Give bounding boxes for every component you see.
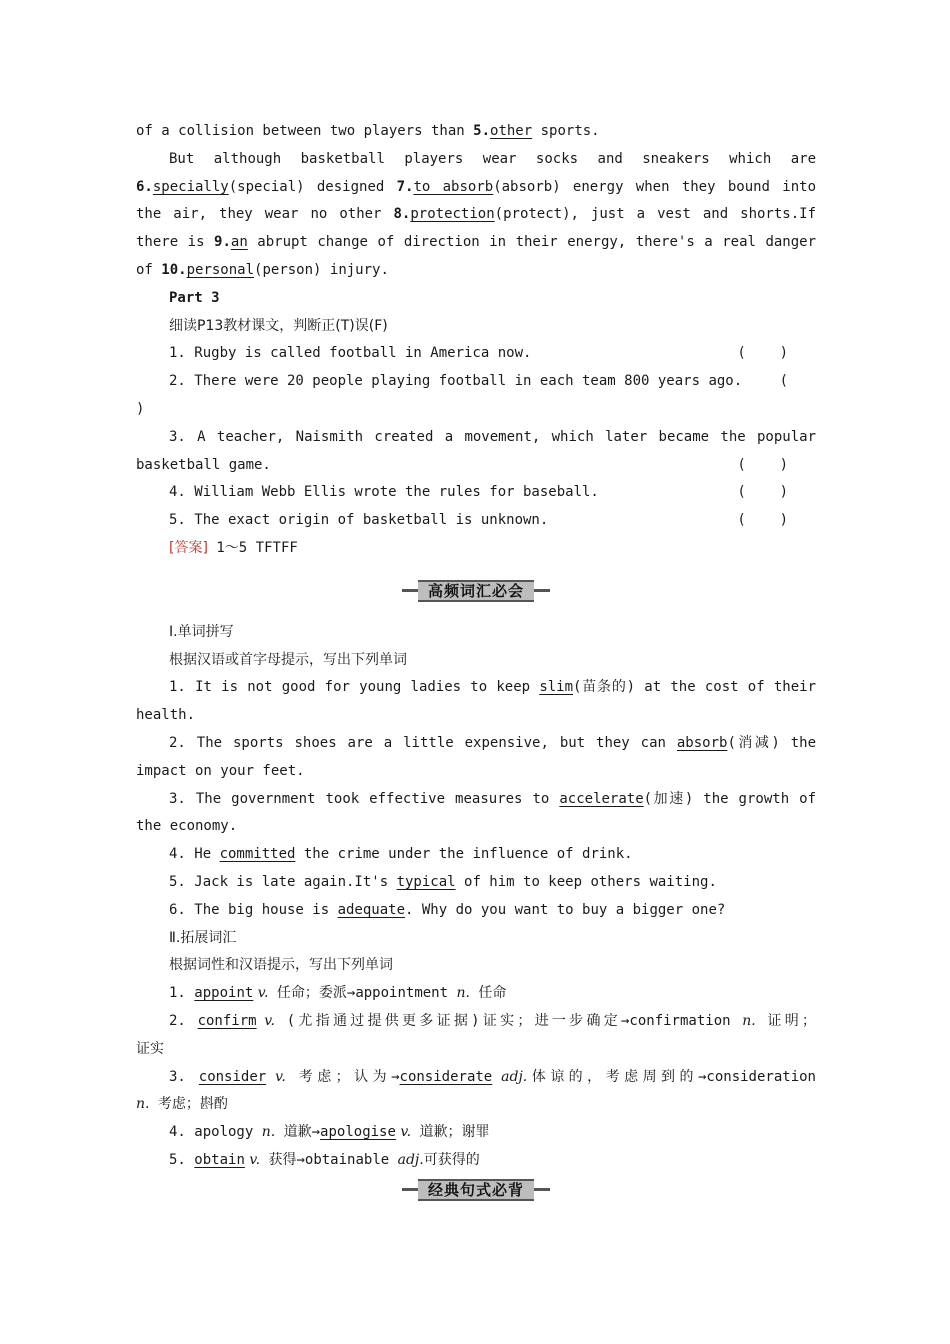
tf-question-3-cont: basketball game. ( ) <box>136 452 816 480</box>
banner-line-right <box>534 1188 550 1191</box>
answer-7: to absorb <box>413 178 494 195</box>
extension-item-2-cont: 证实 <box>136 1040 164 1057</box>
banner-line-left <box>402 1188 418 1191</box>
vocab-sub1-instruction: 根据汉语或首字母提示，写出下列单词 <box>169 651 407 668</box>
extension-item-1: 1. appoint v. 任命；委派→appointment n. 任命 <box>169 985 507 1002</box>
part3-title: Part 3 <box>169 289 220 306</box>
passage-line-4: the air, they wear no other 8.protection(protect), just a vest and shorts.If <box>136 206 816 223</box>
spelling-item-6: 6. The big house is adequate. Why do you want to buy a bigger one? <box>169 901 726 918</box>
extension-item-5: 5. obtain v. 获得→obtainable adj.可获得的 <box>169 1151 480 1168</box>
vocab-sub2-title: Ⅱ.拓展词汇 <box>169 929 237 946</box>
section-banner-sentences <box>136 1175 816 1205</box>
passage-line-3: 6.specially(special) designed 7.to absorb(absorb) energy when they bound into <box>136 178 816 195</box>
answer-8: protection <box>410 206 495 223</box>
passage-line-2: But although basketball players wear socks and sneakers which are <box>169 150 816 167</box>
vocab-sub1-title: Ⅰ.单词拼写 <box>169 623 234 640</box>
answer-blank: ( ) <box>737 345 788 362</box>
answer-key: [答案] 1～5 TFTFF <box>169 539 298 556</box>
spelling-item-5: 5. Jack is late again.It's typical of him to keep others waiting. <box>169 873 717 890</box>
banner-title: 高频词汇必会 <box>418 580 534 602</box>
passage-line-1: of a collision between two players than 5.other sports. <box>136 123 600 139</box>
answer-5: other <box>490 123 533 139</box>
spelling-item-2-cont: impact on your feet. <box>136 762 305 779</box>
tf-question-4: 4. William Webb Ellis wrote the rules for baseball. ( ) <box>136 479 816 507</box>
document-page <box>136 118 816 1205</box>
banner-line-right <box>534 589 550 592</box>
extension-item-3-cont: n. 考虑；斟酌 <box>136 1096 228 1113</box>
extension-item-3: 3. consider v. 考虑；认为→considerate adj.体谅的，考虑周到的→consideration <box>169 1068 816 1085</box>
tf-question-2: 2. There were 20 people playing football in each team 800 years ago. ( <box>136 368 816 396</box>
answer-blank-open: ( <box>779 373 788 390</box>
extension-item-2: 2. confirm v. (尤指通过提供更多证据)证实；进一步确定→confirmation n. 证明； <box>169 1012 816 1029</box>
spelling-item-2: 2. The sports shoes are a little expensive, but they can absorb(消减) the <box>169 734 816 751</box>
section-banner-vocab <box>136 563 816 619</box>
spelling-item-1-cont: health. <box>136 707 196 724</box>
part3-instruction: 细读P13教材课文，判断正(T)误(F) <box>169 317 388 334</box>
tf-question-5: 5. The exact origin of basketball is unknown. ( ) <box>136 507 816 535</box>
vocab-sub2-instruction: 根据词性和汉语提示，写出下列单词 <box>169 957 393 974</box>
extension-item-4: 4. apology n. 道歉→apologise v. 道歉；谢罪 <box>169 1124 490 1141</box>
tf-question-3: 3. A teacher, Naismith created a movement, which later became the popular <box>169 428 816 445</box>
answer-label: [答案] <box>169 539 208 556</box>
answer-10: personal <box>186 261 255 278</box>
answer-blank: ( ) <box>737 484 788 501</box>
spelling-item-1: 1. It is not good for young ladies to keep slim(苗条的) at the cost of their <box>169 679 816 696</box>
spelling-item-4: 4. He committed the crime under the influence of drink. <box>169 846 633 863</box>
answer-6: specially <box>152 178 229 195</box>
spelling-item-3-cont: the economy. <box>136 818 238 835</box>
answer-blank: ( ) <box>737 512 788 529</box>
answer-blank: ( ) <box>737 456 788 473</box>
tf-question-2-close: ) <box>136 400 145 417</box>
answer-9: an <box>230 234 248 251</box>
passage-line-5: there is 9.an abrupt change of direction in their energy, there's a real danger <box>136 234 816 251</box>
spelling-item-3: 3. The government took effective measures to accelerate(加速) the growth of <box>169 790 816 807</box>
banner-title: 经典句式必背 <box>418 1179 534 1201</box>
passage-line-6: of 10.personal(person) injury. <box>136 261 389 278</box>
tf-question-1: 1. Rugby is called football in America now. ( ) <box>136 340 816 368</box>
banner-line-left <box>402 589 418 592</box>
